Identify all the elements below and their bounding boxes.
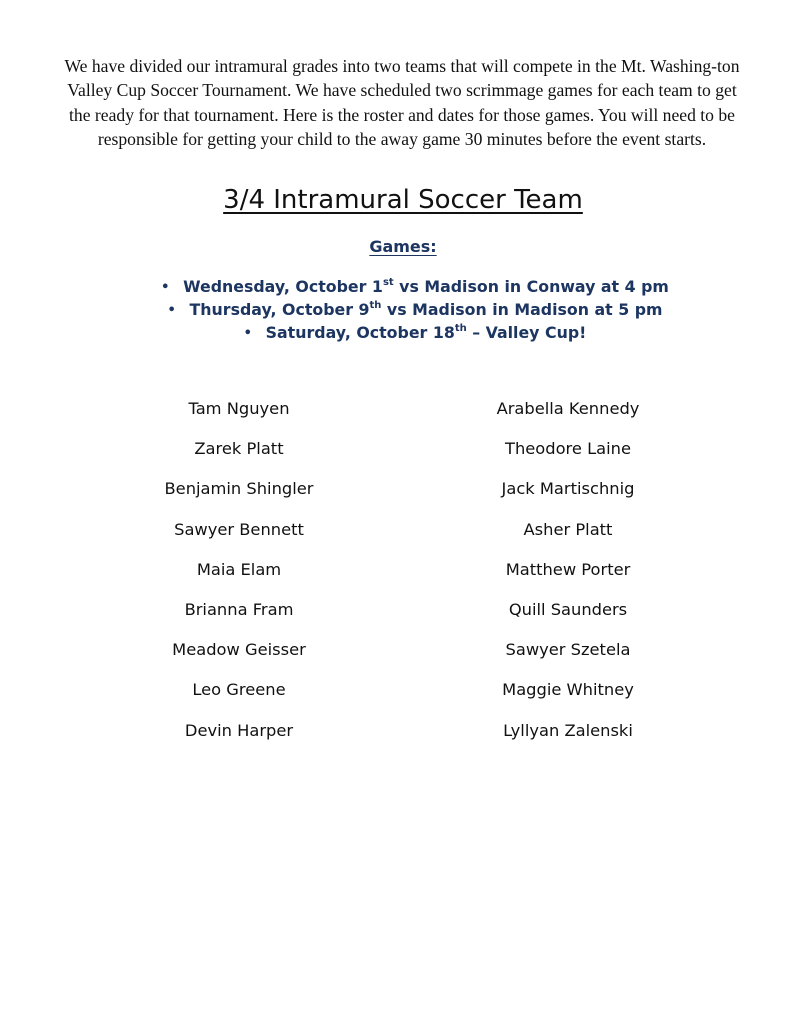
player-name: Brianna Fram bbox=[184, 599, 294, 619]
player-name: Devin Harper bbox=[184, 720, 294, 740]
date-suffix: th bbox=[369, 300, 382, 311]
player-name: Theodore Laine bbox=[505, 439, 631, 459]
game-item bbox=[0, 322, 800, 345]
player-name: Meadow Geisser bbox=[172, 640, 306, 660]
player-name: Tam Nguyen bbox=[188, 399, 290, 418]
player-name: Sawyer Szetela bbox=[505, 640, 631, 660]
game-detail: vs Madison in Conway at 4 pm bbox=[393, 277, 669, 296]
player-name: Matthew Porter bbox=[505, 559, 631, 579]
game-date: Saturday, October 18 bbox=[265, 323, 455, 342]
player-name: Asher Platt bbox=[523, 519, 613, 539]
player-name: Lyllyan Zalenski bbox=[503, 720, 633, 740]
game-item bbox=[0, 299, 800, 322]
intro-paragraph: We have divided our intramural grades into two teams that will compete in the Mt. Washing-ton Valley Cup Soccer Tournament. We have scheduled two scrimmage games for each team to get the ready for that tournament. Here is the roster and dates for those games. You will need to be responsible for getting your child to the away game 30 minutes before the event starts. bbox=[64, 56, 740, 149]
player-name: Quill Saunders bbox=[508, 599, 628, 619]
games-list bbox=[0, 276, 800, 345]
bullet-icon: • bbox=[167, 303, 176, 318]
player-name: Jack Martischnig bbox=[501, 479, 635, 499]
bullet-icon: • bbox=[161, 280, 170, 295]
player-name: Arabella Kennedy bbox=[496, 399, 640, 418]
player-name: Maggie Whitney bbox=[502, 680, 634, 700]
bullet-icon: • bbox=[243, 326, 252, 341]
game-detail: – Valley Cup! bbox=[466, 323, 587, 342]
games-heading: Games: bbox=[369, 237, 437, 256]
player-name: Maia Elam bbox=[196, 559, 282, 579]
roster-column-left bbox=[89, 396, 389, 758]
player-name: Leo Greene bbox=[192, 680, 286, 700]
date-suffix: st bbox=[382, 277, 394, 288]
game-detail: vs Madison in Madison at 5 pm bbox=[381, 300, 663, 319]
game-date: Thursday, October 9 bbox=[189, 300, 370, 319]
page-title: 3/4 Intramural Soccer Team bbox=[223, 185, 583, 215]
roster-column-right bbox=[418, 396, 718, 758]
player-name: Zarek Platt bbox=[194, 439, 284, 459]
game-item bbox=[0, 276, 800, 299]
player-name: Benjamin Shingler bbox=[164, 479, 314, 499]
player-name: Sawyer Bennett bbox=[174, 519, 304, 539]
game-date: Wednesday, October 1 bbox=[183, 277, 383, 296]
date-suffix: th bbox=[454, 323, 467, 334]
